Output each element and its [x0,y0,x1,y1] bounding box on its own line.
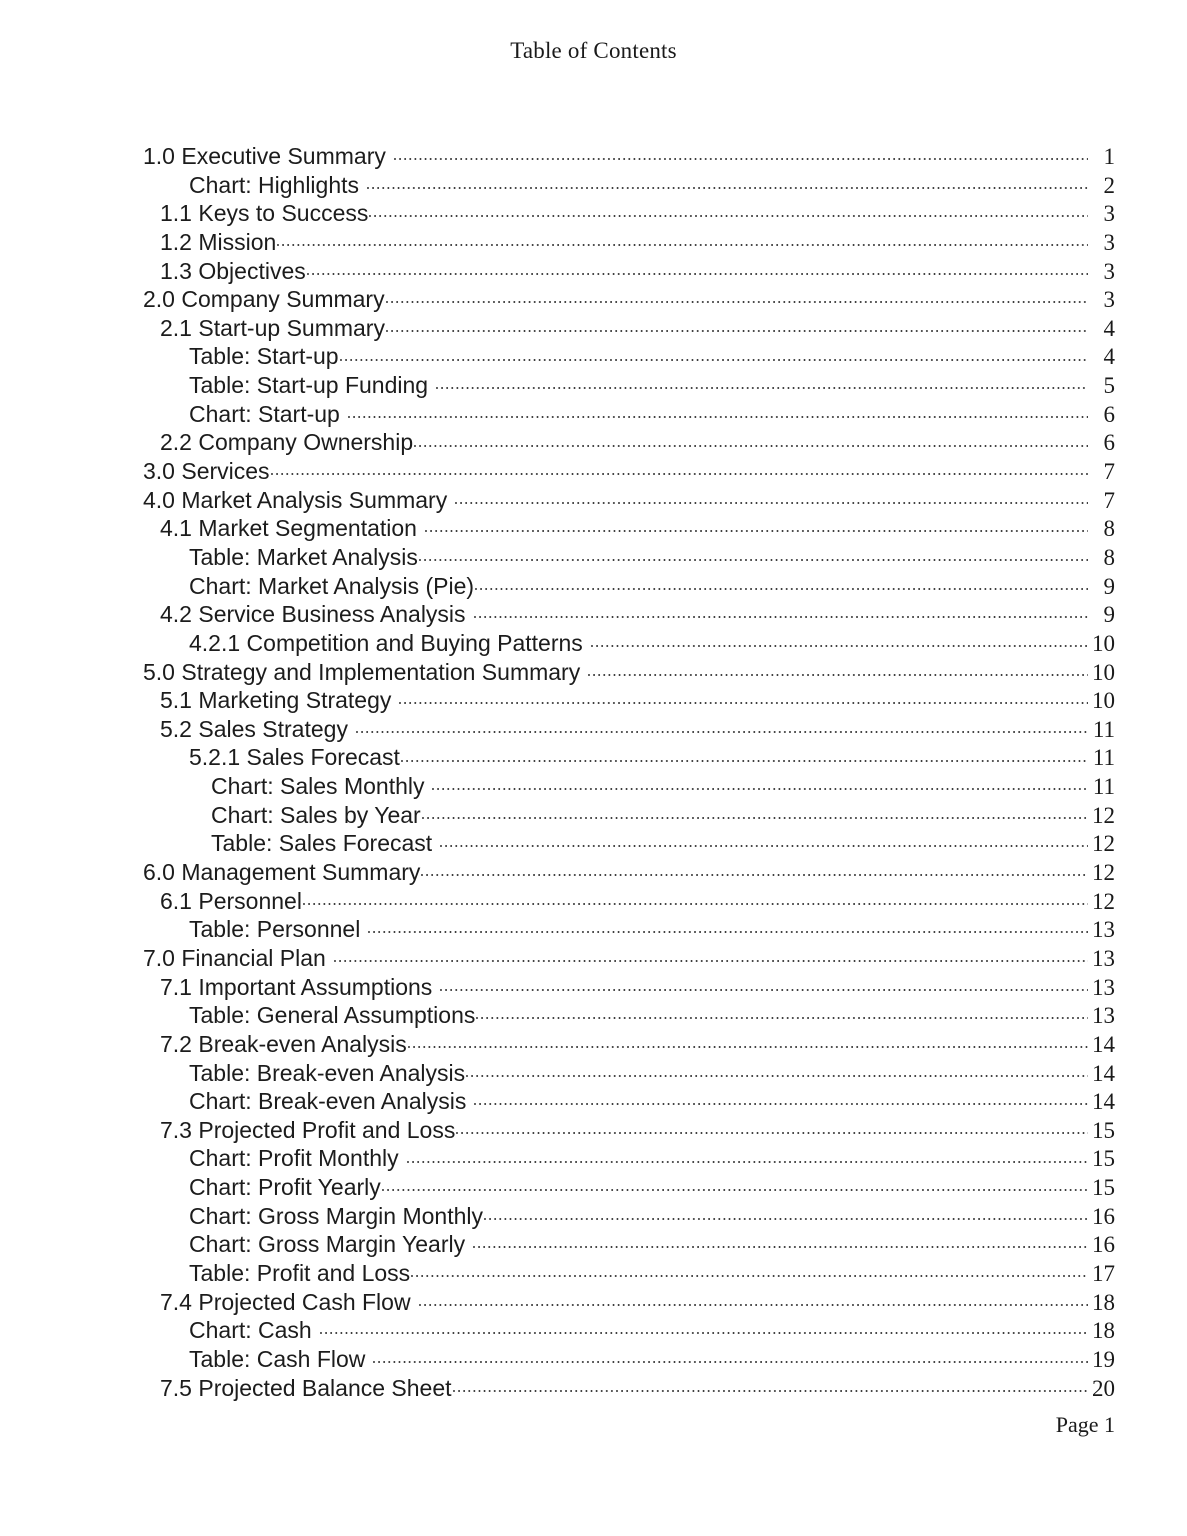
toc-entry-page-number: 6 [1103,401,1115,427]
toc-entry[interactable] [143,370,1115,399]
toc-entry[interactable] [143,1344,1115,1373]
toc-entry[interactable] [143,456,1115,485]
toc-dot-leader [401,742,1088,765]
toc-dot-leader [386,313,1088,336]
toc-entry-label: Chart: Break-even Analysis [189,1088,467,1115]
toc-entry-page-number: 12 [1092,888,1115,914]
toc-dot-leader [411,1258,1088,1281]
toc-entry-label: 7.1 Important Assumptions [160,973,433,1000]
toc-entry[interactable] [143,427,1115,456]
toc-entry[interactable] [143,1086,1115,1115]
toc-entry-label: 5.1 Marketing Strategy [160,687,392,714]
toc-entry-page-number: 3 [1103,229,1115,255]
toc-dot-leader [340,341,1088,364]
toc-entry-page-number: 2 [1103,172,1115,198]
toc-entry[interactable] [143,313,1115,342]
toc-entry[interactable] [143,1315,1115,1344]
toc-entry-label: 7.3 Projected Profit and Loss [160,1116,456,1143]
toc-dot-leader [419,1287,1088,1310]
toc-entry-label: Table: General Assumptions [189,1002,476,1029]
toc-entry[interactable] [143,857,1115,886]
toc-dot-leader [373,1344,1088,1367]
toc-entry-page-number: 11 [1092,716,1115,742]
toc-dot-leader [277,227,1088,250]
toc-entry-label: 4.0 Market Analysis Summary [143,486,448,513]
toc-dot-leader [348,399,1088,422]
toc-entry-page-number: 12 [1092,860,1115,886]
toc-entry-label: Chart: Gross Margin Monthly [189,1202,483,1229]
toc-entry-label: 6.1 Personnel [160,887,302,914]
toc-entry-page-number: 20 [1092,1375,1115,1401]
toc-entry[interactable] [143,513,1115,542]
page-title: Table of Contents [510,38,677,63]
toc-dot-leader [356,714,1088,737]
toc-dot-leader [422,800,1088,823]
toc-dot-leader [436,370,1088,393]
toc-entry-page-number: 14 [1092,1060,1115,1086]
toc-entry-page-number: 7 [1103,487,1115,513]
toc-entry-page-number: 10 [1092,688,1115,714]
toc-entry[interactable] [143,1287,1115,1316]
toc-dot-leader [419,542,1088,565]
toc-entry[interactable] [143,1058,1115,1087]
toc-entry-label: Chart: Gross Margin Yearly [189,1231,466,1258]
toc-dot-leader [476,1000,1088,1023]
toc-entry-label: 4.1 Market Segmentation [160,515,417,542]
toc-entry[interactable] [143,943,1115,972]
toc-entry-label: Chart: Market Analysis (Pie) [189,572,475,599]
toc-entry-page-number: 6 [1103,430,1115,456]
toc-entry-label: 7.0 Financial Plan [143,944,326,971]
toc-entry-label: Chart: Sales by Year [211,801,421,828]
toc-entry-label: Table: Start-up [189,343,339,370]
toc-entry[interactable] [143,485,1115,514]
toc-entry-page-number: 9 [1103,602,1115,628]
toc-entry-label: Chart: Profit Monthly [189,1145,399,1172]
table-of-contents-list [143,141,1115,1401]
toc-entry-label: Chart: Start-up [189,400,340,427]
toc-entry-label: Table: Sales Forecast [211,830,433,857]
toc-entry-label: Chart: Profit Yearly [189,1174,381,1201]
toc-entry-page-number: 14 [1092,1089,1115,1115]
toc-dot-leader [307,256,1088,279]
toc-entry[interactable] [143,341,1115,370]
toc-entry[interactable] [143,742,1115,771]
toc-entry-page-number: 8 [1103,516,1115,542]
toc-entry-page-number: 12 [1092,802,1115,828]
toc-entry[interactable] [143,1229,1115,1258]
toc-dot-leader [432,771,1088,794]
toc-dot-leader [456,1115,1088,1138]
toc-entry-page-number: 15 [1092,1117,1115,1143]
toc-dot-leader [455,485,1088,508]
toc-entry-label: 7.4 Projected Cash Flow [160,1288,411,1315]
toc-dot-leader [382,1172,1088,1195]
toc-entry[interactable] [143,886,1115,915]
toc-entry[interactable] [143,714,1115,743]
toc-entry-page-number: 18 [1092,1289,1115,1315]
toc-entry-label: 1.1 Keys to Success [160,200,369,227]
toc-entry-page-number: 3 [1103,201,1115,227]
toc-dot-leader [440,972,1088,995]
toc-entry-label: Chart: Cash [189,1317,312,1344]
toc-dot-leader [591,628,1088,651]
toc-dot-leader [440,828,1088,851]
toc-entry-page-number: 13 [1092,974,1115,1000]
toc-entry[interactable] [143,914,1115,943]
toc-entry[interactable] [143,972,1115,1001]
toc-entry[interactable] [143,1029,1115,1058]
toc-dot-leader [407,1143,1088,1166]
toc-dot-leader [484,1201,1088,1224]
toc-entry-page-number: 3 [1103,258,1115,284]
toc-entry-page-number: 14 [1092,1031,1115,1057]
toc-entry[interactable] [143,771,1115,800]
toc-dot-leader [474,1086,1088,1109]
toc-entry[interactable] [143,571,1115,600]
toc-entry[interactable] [143,170,1115,199]
toc-entry-page-number: 10 [1092,659,1115,685]
toc-dot-leader [271,456,1088,479]
toc-entry-page-number: 11 [1092,774,1115,800]
toc-entry[interactable] [143,1000,1115,1029]
toc-entry[interactable] [143,256,1115,285]
toc-entry-page-number: 13 [1092,1003,1115,1029]
toc-entry[interactable] [143,141,1115,170]
toc-dot-leader [414,427,1088,450]
toc-dot-leader [466,1058,1088,1081]
toc-entry[interactable] [143,628,1115,657]
toc-entry-page-number: 4 [1103,344,1115,370]
toc-dot-leader [367,170,1088,193]
toc-entry[interactable] [143,828,1115,857]
toc-dot-leader [473,1229,1088,1252]
toc-entry-label: 6.0 Management Summary [143,859,421,886]
toc-entry-page-number: 15 [1092,1175,1115,1201]
toc-entry[interactable] [143,1373,1115,1402]
toc-dot-leader [320,1315,1088,1338]
toc-entry-page-number: 10 [1092,630,1115,656]
toc-entry[interactable] [143,1115,1115,1144]
toc-entry[interactable] [143,227,1115,256]
toc-entry-page-number: 13 [1092,917,1115,943]
toc-dot-leader [408,1029,1088,1052]
toc-entry[interactable] [143,1172,1115,1201]
toc-entry-page-number: 8 [1103,544,1115,570]
toc-entry-page-number: 3 [1103,287,1115,313]
toc-entry-page-number: 12 [1092,831,1115,857]
toc-dot-leader [475,571,1088,594]
toc-dot-leader [425,513,1088,536]
toc-entry[interactable] [143,284,1115,313]
toc-entry-page-number: 15 [1092,1146,1115,1172]
toc-entry-label: 2.0 Company Summary [143,286,385,313]
toc-entry-page-number: 5 [1103,373,1115,399]
toc-entry-page-number: 19 [1092,1346,1115,1372]
toc-entry-label: Table: Personnel [189,916,361,943]
toc-entry-label: 4.2.1 Competition and Buying Patterns [189,629,583,656]
toc-entry-page-number: 9 [1103,573,1115,599]
toc-dot-leader [421,857,1088,880]
toc-entry[interactable] [143,1201,1115,1230]
toc-entry-label: Table: Start-up Funding [189,372,429,399]
toc-entry-label: 1.3 Objectives [160,257,306,284]
toc-entry[interactable] [143,800,1115,829]
toc-entry-label: 5.0 Strategy and Implementation Summary [143,658,581,685]
toc-entry-label: 3.0 Services [143,458,270,485]
toc-dot-leader [474,599,1088,622]
toc-entry[interactable] [143,399,1115,428]
toc-entry-label: 2.1 Start-up Summary [160,314,385,341]
toc-entry-label: Table: Break-even Analysis [189,1059,466,1086]
toc-entry-page-number: 1 [1103,144,1115,169]
toc-dot-leader [386,284,1088,307]
toc-entry-label: 7.5 Projected Balance Sheet [160,1374,452,1401]
toc-entry-page-number: 17 [1092,1260,1115,1286]
toc-entry-page-number: 13 [1092,945,1115,971]
toc-entry[interactable] [143,542,1115,571]
toc-dot-leader [588,657,1088,680]
toc-entry[interactable] [143,1143,1115,1172]
toc-entry-label: Table: Market Analysis [189,543,418,570]
toc-entry[interactable] [143,1258,1115,1287]
toc-entry-label: 5.2 Sales Strategy [160,715,348,742]
toc-dot-leader [303,886,1088,909]
toc-entry-label: 7.2 Break-even Analysis [160,1030,407,1057]
toc-entry-page-number: 4 [1103,315,1115,341]
toc-entry-page-number: 7 [1103,459,1115,485]
toc-dot-leader [368,914,1088,937]
toc-dot-leader [399,685,1088,708]
toc-dot-leader [394,141,1088,164]
toc-entry[interactable] [143,599,1115,628]
toc-entry-label: 2.2 Company Ownership [160,429,414,456]
toc-entry-page-number: 16 [1092,1203,1115,1229]
toc-entry-label: Table: Profit and Loss [189,1259,411,1286]
toc-entry[interactable] [143,657,1115,686]
toc-entry-label: 5.2.1 Sales Forecast [189,744,400,771]
toc-entry[interactable] [143,685,1115,714]
toc-entry-page-number: 18 [1092,1318,1115,1344]
toc-entry-label: 1.0 Executive Summary [143,143,386,169]
toc-entry[interactable] [143,198,1115,227]
toc-entry-label: 1.2 Mission [160,228,277,255]
toc-entry-label: Table: Cash Flow [189,1345,366,1372]
toc-entry-label: Chart: Highlights [189,171,360,198]
toc-entry-page-number: 11 [1092,745,1115,771]
toc-dot-leader [453,1373,1088,1396]
toc-entry-label: Chart: Sales Monthly [211,773,425,800]
toc-entry-label: 4.2 Service Business Analysis [160,601,466,628]
toc-dot-leader [369,198,1088,221]
toc-dot-leader [334,943,1088,966]
toc-entry-page-number: 16 [1092,1232,1115,1258]
page-footer: Page 1 [1055,1412,1115,1437]
